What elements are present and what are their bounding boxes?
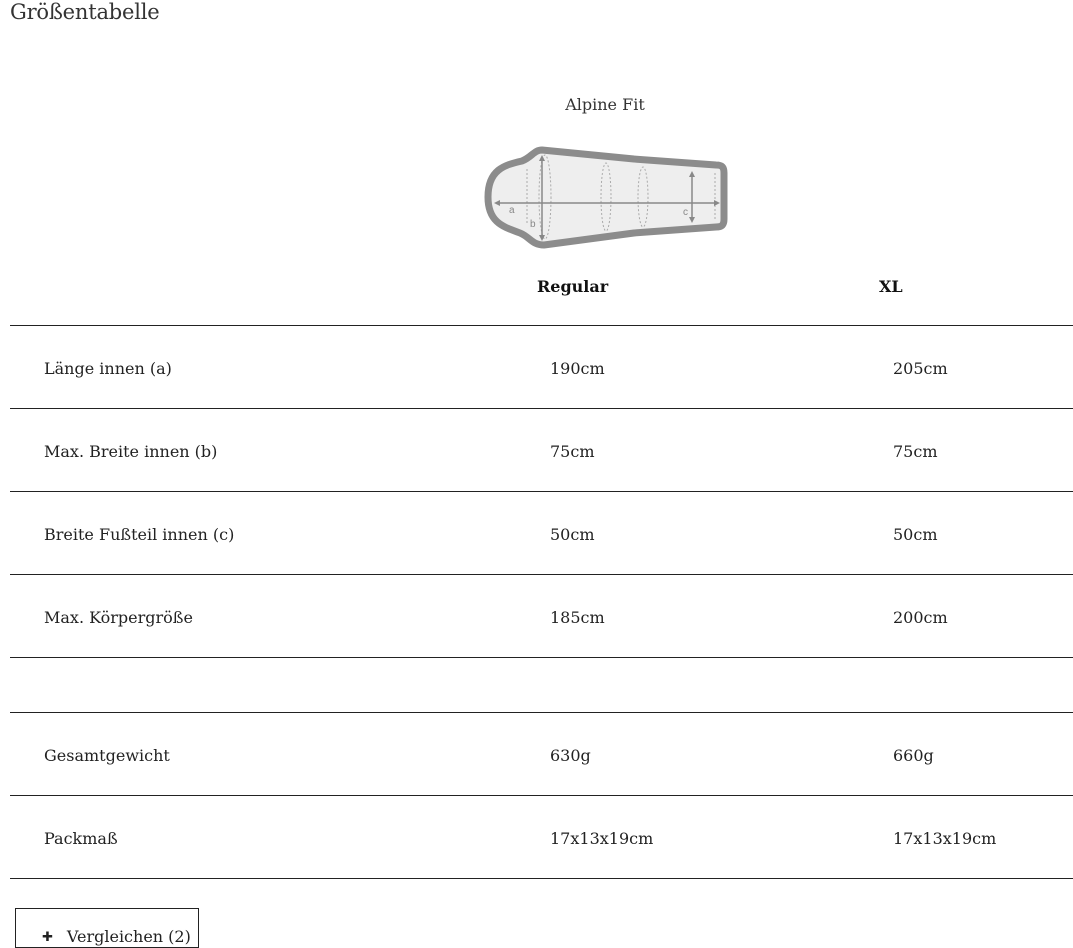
column-header-regular: Regular: [537, 277, 609, 296]
diagram-label-c: c: [683, 207, 688, 218]
sleeping-bag-diagram-icon: [484, 145, 729, 250]
row-label: Breite Fußteil innen (c): [44, 525, 235, 544]
fit-name: Alpine Fit: [565, 95, 645, 114]
table-row: [10, 491, 1073, 574]
row-value-xl: 50cm: [893, 525, 938, 544]
row-label: Max. Körpergröße: [44, 608, 193, 627]
row-label: Gesamtgewicht: [44, 746, 170, 765]
plus-icon: ✚: [42, 929, 53, 945]
row-value-regular: 50cm: [550, 525, 595, 544]
row-value-xl: 17x13x19cm: [893, 829, 997, 848]
row-label: Länge innen (a): [44, 359, 172, 378]
row-value-regular: 190cm: [550, 359, 605, 378]
row-value-regular: 75cm: [550, 442, 595, 461]
row-value-regular: 630g: [550, 746, 591, 765]
table-row: [10, 712, 1073, 795]
diagram-label-a: a: [509, 205, 515, 216]
row-label: Max. Breite innen (b): [44, 442, 218, 461]
size-table: [10, 325, 1073, 879]
table-row: [10, 325, 1073, 408]
row-value-regular: 185cm: [550, 608, 605, 627]
compare-button-label: Vergleichen (2): [66, 926, 191, 946]
row-label: Packmaß: [44, 829, 118, 848]
diagram-label-b: b: [530, 219, 536, 230]
sleeping-bag-outline: [488, 150, 724, 245]
row-value-xl: 75cm: [893, 442, 938, 461]
table-row-spacer: [10, 657, 1073, 712]
row-value-xl: 200cm: [893, 608, 948, 627]
row-value-xl: 660g: [893, 746, 934, 765]
column-header-xl: XL: [879, 277, 903, 296]
page-title: Größentabelle: [10, 0, 160, 24]
row-value-xl: 205cm: [893, 359, 948, 378]
table-row: [10, 795, 1073, 879]
compare-button[interactable]: [15, 908, 199, 948]
row-value-regular: 17x13x19cm: [550, 829, 654, 848]
table-row: [10, 574, 1073, 657]
table-row: [10, 408, 1073, 491]
